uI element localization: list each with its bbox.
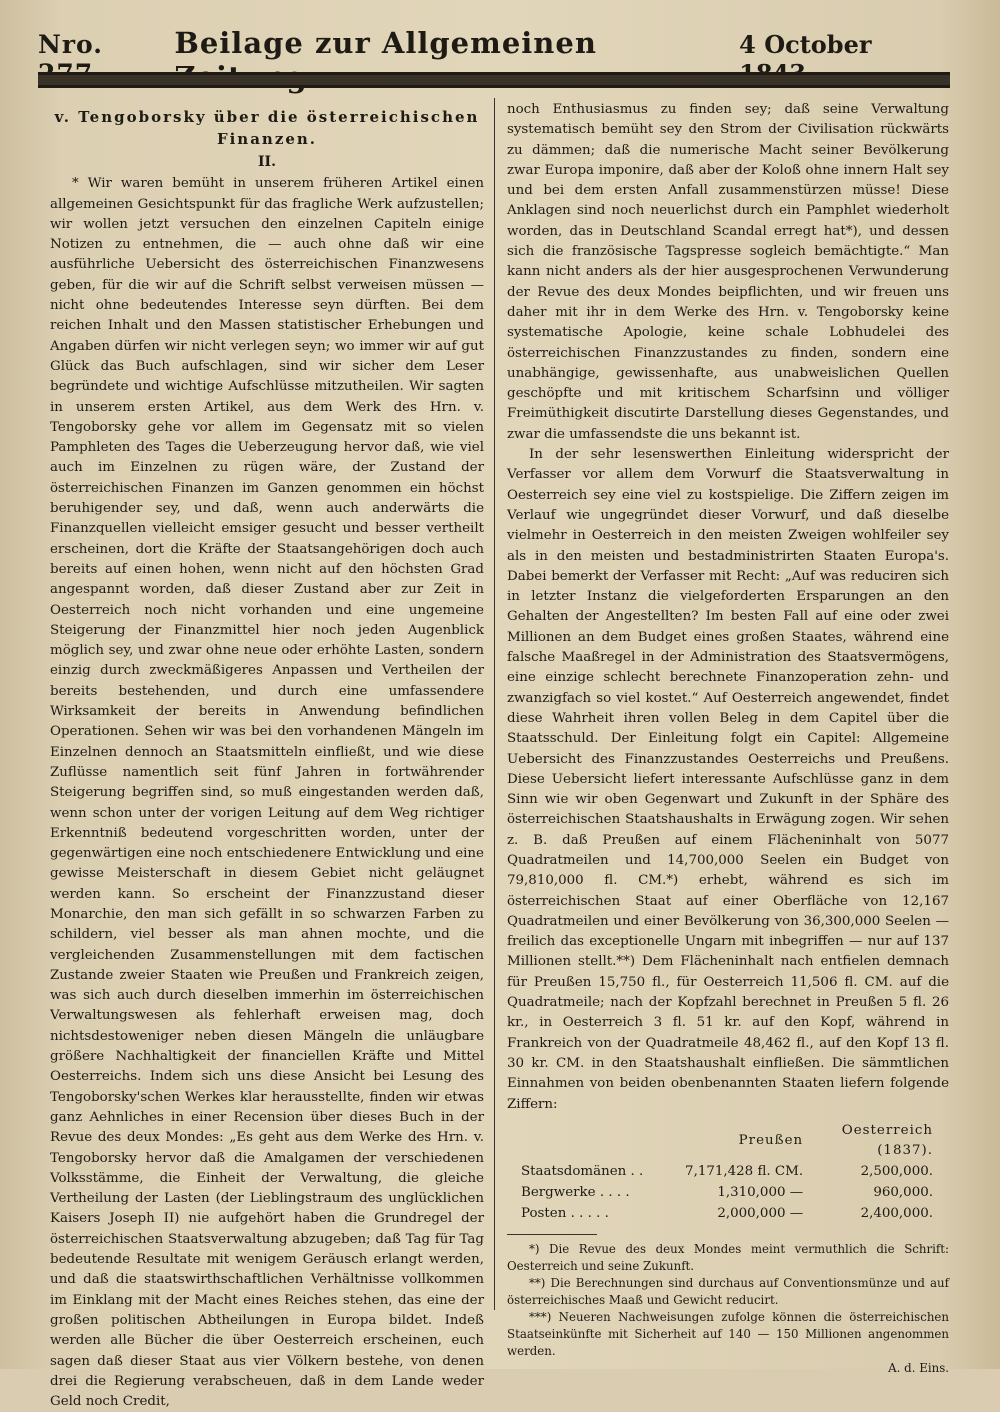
issue-number: Nro. <box>38 30 103 59</box>
paragraph: * Wir waren bemüht in unserem früheren Artikel einen allgemeinen Gesichtspunkt für das fragliche Werk aufzustellen; wir wollen jetzt versuchen den einzelnen Capiteln einige Notizen zu entnehmen, die — auch ohne daß wir eine ausführliche Uebersicht des österreichischen Finanzwesens geben, für die wir auf die Schrift selbst verweisen müssen — nicht ohne bedeutendes Interesse seyn dürften. Bei dem reichen Inhalt und den Massen statistischer Erhebungen und Angaben dürfen wir nicht verlegen seyn; wo immer wir auf gut Glück das Buch aufschlagen, sind wir sicher dem Leser begründete und wichtige Aufschlüsse mitzutheilen. Wir sagten in unserem ersten Artikel, aus dem Werk des Hrn. v. Tengoborsky gehe vor allem im Gegensatz mit so vielen Pamphleten des Tages die Ueberzeugung hervor daß, wie viel auch im Einzelnen zu rügen wäre, der Zustand der österreichischen Finanzen im Ganzen genommen ein höchst beruhigender sey, und daß, wenn auch anderwärts die Finanzquellen vielleicht emsiger gesucht und besser vertheilt erscheinen, dort die Kräfte der Staatsangehörigen doch auch bereits auf einen hohen, wenn nicht auf den höchsten Grad angespannt worden, daß dieser Zustand aber zur Zeit in Oesterreich noch nicht vorhanden und eine ungemeine Steigerung der Finanzmittel hier noch jeden Augenblick möglich sey, und zwar ohne neue oder erhöhte Lasten, sondern einzig durch zweckmäßigeres Anpassen und Vertheilen der bereits bestehenden, und durch eine umfassendere Wirksamkeit der bereits in Anwendung befindlichen Operationen. Sehen wir was bei den vorhandenen Mängeln im Einzelnen dennoch an Staatsmitteln einfließt, und wie diese Zuflüsse namentlich seit fünf Jahren in fortwährender Steigerung begriffen sind, so muß eingestanden werden daß, wenn schon unter der vorigen Leitung auf dem Weg richtiger Erkenntniß bedeutend vorgeschritten worden, unter der gegenwärtigen eine noch entschiedenere Entwicklung und eine gewisse Meisterschaft in diesem Gebiet nicht geläugnet werden kann. So erscheint der Finanzzustand dieser Monarchie, den man sich gefällt in so schwarzen Farben zu schildern, viel besser als man ahnen mochte, und die vergleichenden Zusammenstellungen mit dem factischen Zustande zweier Staaten wie Preußen und Frankreich zeigen, was sich auch durch dieselben immerhin im österreichischen Verwaltungswesen als fehlerhaft erweisen mag, doch nichtsdestoweniger neben diesen Mängeln die unläugbare größere Nachhaltigkeit der financiellen Kräfte und Mittel Oesterreichs. Indem sich uns diese Ansicht bei Lesung des Tengoborsky'schen Werkes klar herausstellte, finden wir etwas ganz Aehnliches in einer Recension über dieses Buch in der Revue des deux Mondes: „Es geht aus dem Werke des Hrn. v. Tengoborsky hervor daß die Amalgamen der verschiedenen Volksstämme, die Einheit der Verwaltung, die gleiche Vertheilung der Lasten (der Lieblingstraum des unglücklichen Kaisers Joseph II) nie aufgehört haben die Grundregel der österreichischen Staatsverwaltung abzugeben; daß Tag für Tag bedeutende Resultate mit wenigem Geräusch erlangt werden, und daß die staatswirthschaftlichen Verhältnisse vollkommen im Einklang mit der Macht eines Reiches stehen, das eine der großen politischen Abtheilungen in Europa bildet. Indeß werden alle Bücher die über Oesterreich erscheinen, euch sagen daß dieser Staat aus vier Völkern bestehe, von denen drei die Regierung verabscheuen, daß in dem Lande weder Geld noch Credit, <box>50 176 484 1410</box>
column-divider <box>494 98 495 1310</box>
article-part: II. <box>258 154 276 170</box>
revenue-table <box>517 1121 937 1225</box>
footnote-1: *) Die Revue des deux Mondes meint vermuthlich die Schrift: Oesterreich und seine Zukunft. <box>507 1242 949 1274</box>
row-label: Posten . . . . . <box>521 1206 609 1222</box>
table-row <box>517 1203 937 1224</box>
masthead-rule <box>38 72 950 88</box>
right-column <box>507 100 949 1377</box>
table-row <box>517 1182 937 1203</box>
austria-value: 2,500,000. <box>860 1164 933 1180</box>
column-header-austria: Oesterreich (1837). <box>841 1122 933 1159</box>
footnote-signature: A. d. Eins. <box>888 1361 949 1376</box>
newspaper-title: Beilage zur Allgemeinen <box>174 26 597 60</box>
paragraph: In der sehr lesenswerthen Einleitung widerspricht der Verfasser vor allem dem Vorwurf die Staatsverwaltung in Oesterreich sey eine viel zu kostspielige. Die Ziffern zeigen im Verlauf wie ungegründet dieser Vorwurf, und daß dieselbe vielmehr in Oesterreich in den meisten Zweigen wohlfeiler sey als in den meisten und bestadministrirten Staaten Europa's. Dabei bemerkt der Verfasser mit Recht: „Auf was reduciren sich in letzter Instanz die vielgeforderten Ersparungen an den Gehalten der Angestellten? Im besten Fall auf eine oder zwei Millionen an dem Budget eines großen Staates, während eine falsche Maaßregel in der Administration des Staatsvermögens, eine einzige schlecht berechnete Finanzoperation zehn- und zwanzigfach so viel kostet.“ Auf Oesterreich angewendet, findet diese Wahrheit ihren vollen Beleg in dem Capitel über die Staatsschuld. Der Einleitung folgt ein Capitel: Allgemeine Uebersicht des Finanzzustandes Oesterreichs und Preußens. Diese Uebersicht liefert interessante Aufschlüsse ganz in dem Sinn wie wir oben Gegenwart und Zukunft in der Sphäre des österreichischen Staatshaushalts in Erwägung zogen. Wir sehen z. B. daß Preußen auf einem Flächeninhalt von 5077 Quadratmeilen und 14,700,000 Seelen ein Budget von 79,810,000 fl. CM.*) erhebt, während es sich im österreichischen Staat auf einer Oberfläche von 12,167 Quadratmeilen und einer Bevölkerung von 36,300,000 Seelen — freilich das exceptionelle Ungarn mit inbegriffen — nur auf 137 Millionen stellt.**) Dem Flächeninhalt nach entfielen demnach für Preußen 15,750 fl., für Oesterreich 11,506 fl. CM. auf die Quadratmeile; nach der Kopfzahl berechnet in Preußen 5 fl. 26 kr., in Oesterreich 3 fl. 51 kr. auf den Kopf, während in Frankreich von der Quadratmeile 48,462 fl., auf den Kopf 13 fl. 30 kr. CM. in den Staatshaushalt einfließen. Die sämmtlichen Einnahmen von beiden obenbenannten Staaten liefern folgende Ziffern: <box>507 447 949 1112</box>
row-label: Bergwerke . . . . <box>521 1185 630 1201</box>
article-title: v. Tengoborsky über die österreichischen Finanzen. <box>54 108 480 148</box>
footnote-3: ***) Neueren Nachweisungen zufolge können die österreichischen Staatseinkünfte mit Sicherheit auf 140 — 150 Millionen angenommen werden. <box>507 1310 949 1359</box>
paragraph: noch Enthusiasmus zu finden sey; daß seine Verwaltung systematisch bemüht sey den Strom der Civilisation rückwärts zu dämmen; daß die numerische Macht seiner Bevölkerung zwar Europa imponire, daß aber der Koloß ohne innern Halt sey und bei dem ersten Anfall zusammenstürzen müsse! Diese Anklagen sind noch neuerlichst durch ein Pamphlet wiederholt worden, das in Deutschland Scandal erregt hat*), und dessen sich die französische Tagspresse sogleich bemächtigte.“ Man kann nicht anders als der hier ausgesprochenen Verwunderung der Revue des deux Mondes beipflichten, und wir freuen uns daher mit ihr in dem Werke des Hrn. v. Tengoborsky keine systematische Apologie, keine schale Lobhudelei des österreichischen Finanzzustandes zu finden, sondern eine unabhängige, gewissenhafte, aus unabweislichen Quellen geschöpfte und mit kritischem Scharfsinn und völliger Freimüthigkeit discutirte Darstellung dieses Gegenstandes, und zwar die umfassendste die uns bekannt ist. <box>507 102 949 442</box>
prussia-value: 7,171,428 fl. CM. <box>685 1164 804 1180</box>
column-header-prussia: Preußen <box>738 1132 804 1148</box>
footnote-rule <box>507 1234 597 1235</box>
table-row <box>517 1161 937 1182</box>
footnote-2: **) Die Berechnungen sind durchaus auf Conventionsmünze und auf österreichisches Maaß und Gewicht reducirt. <box>507 1276 949 1308</box>
table-header-row <box>517 1121 937 1162</box>
issue-date: 4 October <box>739 30 872 59</box>
austria-value: 2,400,000. <box>860 1206 933 1222</box>
prussia-value: 2,000,000 — <box>717 1206 804 1222</box>
left-column <box>50 100 484 1412</box>
prussia-value: 1,310,000 — <box>717 1185 804 1201</box>
masthead <box>38 26 950 66</box>
row-label: Staatsdomänen . . <box>521 1164 644 1180</box>
austria-value: 960,000. <box>873 1185 933 1201</box>
